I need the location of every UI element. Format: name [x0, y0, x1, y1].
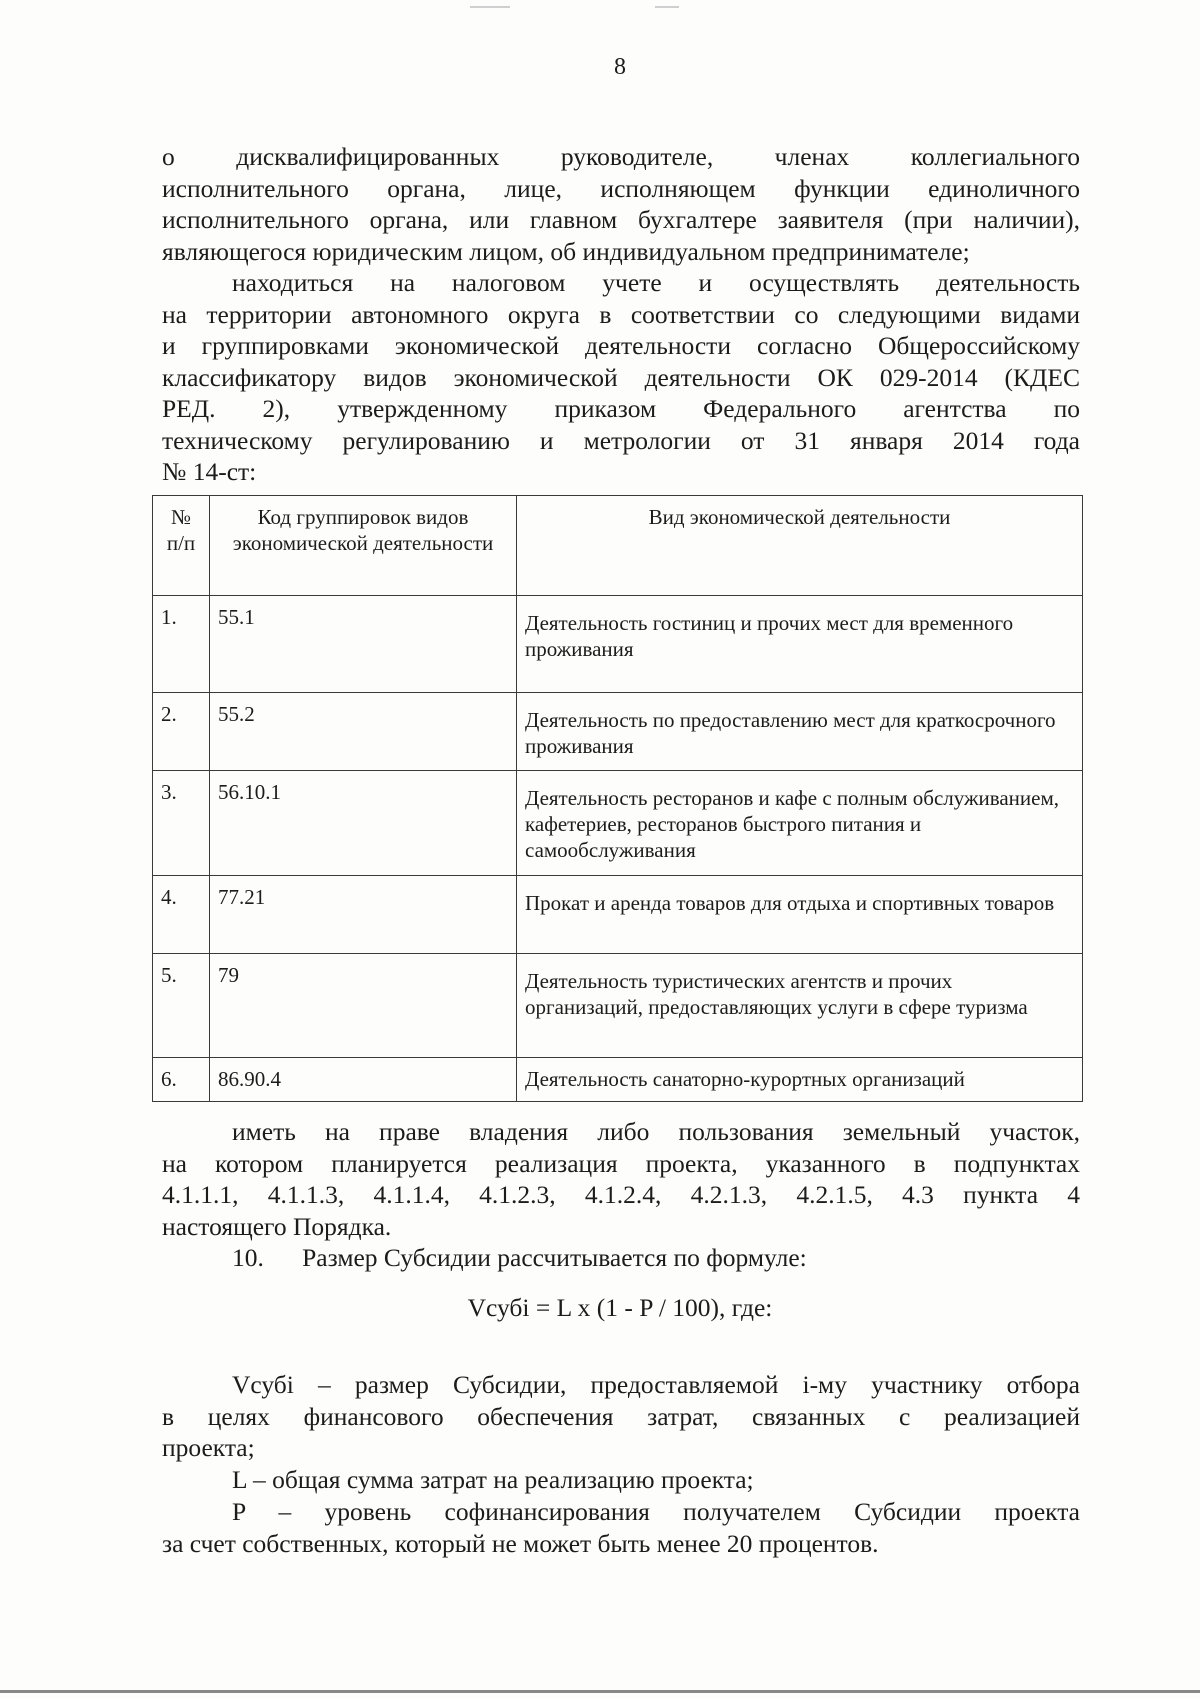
row-number: 5. [153, 954, 210, 1058]
scan-artifact [655, 6, 679, 8]
table-row [153, 771, 1083, 876]
text-line: в целях финансового обеспечения затрат, связанных с реализацией [162, 1401, 1080, 1431]
text-line: на территории автономного округа в соответствии со следующими видами [162, 299, 1080, 329]
text-line: являющегося юридическим лицом, об индивидуальном предпринимателе; [162, 236, 970, 266]
row-number: 6. [153, 1058, 210, 1102]
row-activity: Деятельность санаторно-курортных организаций [517, 1058, 1083, 1102]
header-activity: Вид экономической деятельности [517, 496, 1083, 596]
text-line: находиться на налоговом учете и осуществлять деятельность [232, 268, 1080, 297]
row-activity: Деятельность ресторанов и кафе с полным обслуживанием, кафетериев, ресторанов быстрого питания и самообслуживания [517, 771, 1083, 876]
paragraph-disqualified [162, 141, 1080, 267]
table-row [153, 693, 1083, 771]
economic-activities-table [152, 495, 1083, 1102]
row-number: 4. [153, 876, 210, 954]
row-activity: Прокат и аренда товаров для отдыха и спортивных товаров [517, 876, 1083, 954]
row-code: 77.21 [210, 876, 517, 954]
row-activity: Деятельность по предоставлению мест для краткосрочного проживания [517, 693, 1083, 771]
scan-bottom-edge [0, 1690, 1200, 1693]
text-line: проекта; [162, 1433, 255, 1462]
paragraph-land-plot [162, 1116, 1080, 1242]
text-line: о дисквалифицированных руководителе, членах коллегиального [162, 142, 1080, 171]
text-line: за счет собственных, который не может быть менее 20 процентов. [162, 1528, 879, 1558]
table-row [153, 1058, 1083, 1102]
row-code: 79 [210, 954, 517, 1058]
text-line: и группировками экономической деятельности согласно Общероссийскому [162, 331, 1080, 360]
table-row [153, 596, 1083, 693]
definition-l: L – общая сумма затрат на реализацию проекта; [232, 1465, 754, 1494]
text-line: P – уровень софинансирования получателем Субсидии проекта [232, 1497, 1080, 1526]
text-line: техническому регулированию и метрологии от 31 января 2014 года [162, 425, 1080, 455]
row-number: 3. [153, 771, 210, 876]
definition-p [162, 1496, 1080, 1559]
table-row [153, 954, 1083, 1058]
text-line: на котором планируется реализация проекта, указанного в подпунктах [162, 1148, 1080, 1178]
paragraph-tax-registration [162, 267, 1080, 488]
scan-artifact [470, 6, 510, 8]
text-line: исполнительного органа, лице, исполняющем функции единоличного [162, 173, 1080, 203]
table-row [153, 876, 1083, 954]
row-number: 1. [153, 596, 210, 693]
text-line: исполнительного органа, или главном бухгалтере заявителя (при наличии), [162, 205, 1080, 234]
text-line: настоящего Порядка. [162, 1211, 392, 1241]
text-line: Vсубi – размер Субсидии, предоставляемой i-му участнику отбора [232, 1370, 1080, 1399]
text-line: 4.1.1.1, 4.1.1.3, 4.1.1.4, 4.1.2.3, 4.1.2.4, 4.2.1.3, 4.2.1.5, 4.3 пункта 4 [162, 1180, 1080, 1209]
text-line: иметь на праве владения либо пользования земельный участок, [232, 1117, 1080, 1146]
row-activity: Деятельность гостиниц и прочих мест для временного проживания [517, 596, 1083, 693]
text-line: РЕД. 2), утвержденному приказом Федерального агентства по [162, 394, 1080, 423]
subsidy-formula: Vсубi = L x (1 - P / 100), где: [467, 1293, 773, 1322]
row-code: 55.1 [210, 596, 517, 693]
row-code: 86.90.4 [210, 1058, 517, 1102]
row-code: 55.2 [210, 693, 517, 771]
row-activity: Деятельность туристических агентств и прочих организаций, предоставляющих услуги в сфере туризма [517, 954, 1083, 1058]
text-line: № 14-ст: [162, 457, 257, 486]
header-code: Код группировок видов экономической деятельности [210, 496, 517, 596]
definition-v [162, 1369, 1080, 1464]
clause-10: 10. Размер Субсидии рассчитывается по формуле: [232, 1243, 807, 1272]
text-line: классификатору видов экономической деятельности ОК 029-2014 (КДЕС [162, 362, 1080, 392]
page-number: 8 [614, 54, 626, 80]
table-header-row [153, 496, 1083, 596]
row-code: 56.10.1 [210, 771, 517, 876]
row-number: 2. [153, 693, 210, 771]
header-number: № п/п [153, 496, 210, 596]
